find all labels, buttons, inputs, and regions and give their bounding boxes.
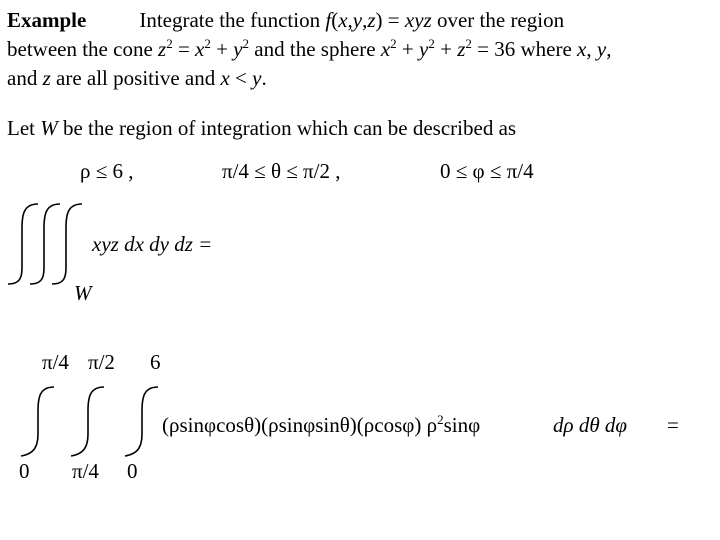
phi-bound: 0 ≤ φ ≤ π/4 (440, 159, 534, 183)
rho-bound: ρ ≤ 6 , (80, 159, 134, 183)
text: over the region (431, 8, 565, 32)
text: and the sphere (249, 37, 381, 61)
region-label: W (74, 281, 92, 305)
text: ( (331, 8, 339, 32)
upper-limit-theta: π/2 (88, 350, 115, 374)
text: , (586, 37, 597, 61)
lower-limit-theta: π/4 (72, 459, 99, 483)
text: z (42, 66, 51, 90)
text: + (434, 37, 458, 61)
text: and (7, 66, 43, 90)
text: Let (7, 116, 41, 140)
text: x (338, 8, 348, 32)
upper-limit-phi: π/4 (42, 350, 69, 374)
text: y (252, 66, 262, 90)
equals-sign: = (667, 413, 679, 437)
triple-integral-integrand: xyz dx dy dz = (92, 232, 213, 256)
text: z (367, 8, 376, 32)
text: z (457, 37, 466, 61)
superscript: 2 (390, 36, 397, 51)
superscript: 2 (204, 36, 211, 51)
text: . (261, 66, 267, 90)
text: are all positive and (50, 66, 221, 90)
text: be the region of integration which can be described as (57, 116, 517, 140)
text: (ρsinφcosθ)(ρsinφsinθ)(ρcosφ) ρ (162, 413, 438, 437)
text: y (596, 37, 607, 61)
text: , (362, 8, 368, 32)
text: z (158, 37, 167, 61)
text: x (380, 37, 391, 61)
text: sinφ (443, 413, 481, 437)
text: y (233, 37, 243, 61)
text: Integrate the function (139, 8, 326, 32)
superscript: 2 (242, 36, 250, 51)
text: x (195, 37, 205, 61)
text: x (220, 66, 230, 90)
superscript: 2 (428, 36, 435, 51)
theta-bound: π/4 ≤ θ ≤ π/2 , (222, 159, 341, 183)
lower-limit-rho: 0 (127, 459, 138, 483)
text: = (172, 37, 196, 61)
text: < (229, 66, 253, 90)
text: + (210, 37, 234, 61)
text: , (606, 37, 612, 61)
text: y (419, 37, 429, 61)
integrand (162, 413, 480, 437)
text: ) = (375, 8, 405, 32)
text: , (347, 8, 353, 32)
text: between the cone (7, 37, 159, 61)
text: = 36 where (471, 37, 578, 61)
text: x (577, 37, 587, 61)
text: + (396, 37, 420, 61)
superscript: 2 (166, 36, 173, 51)
superscript: 2 (437, 412, 444, 427)
differentials: dρ dθ dφ (553, 413, 628, 437)
text: f (325, 8, 332, 32)
upper-limit-rho: 6 (150, 350, 161, 374)
text: y (352, 8, 363, 32)
text: W (40, 116, 58, 140)
superscript: 2 (465, 36, 472, 51)
text: xyz (404, 8, 432, 32)
lower-limit-phi: 0 (19, 459, 30, 483)
example-label: Example (7, 8, 87, 32)
